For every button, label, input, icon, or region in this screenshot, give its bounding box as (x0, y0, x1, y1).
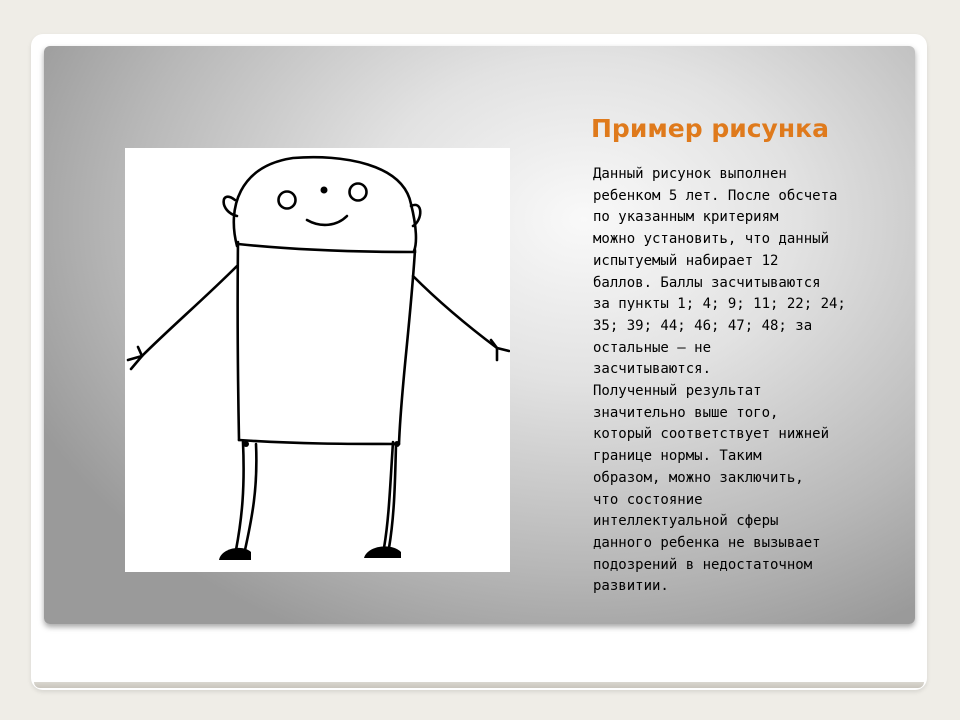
slide-body-text: Данный рисунок выполнен ребенком 5 лет. После обсчета по указанным критериям можно установить, что данный испытуемый набирает 12 баллов. Баллы засчитываются за пункты 1; 4; 9; 11; 22; 24; 35; 39; 44; 46; 47; 48; за остальные — не засчитываются. Полученный результат значительно выше того, который соответствует нижней границе нормы. Таким образом, можно заключить, что состояние интеллектуальной сферы данного ребенка не вызывает подозрений в недостаточном развитии. (593, 166, 846, 595)
slide-bottom-edge (34, 682, 924, 688)
slide-title: Пример рисунка (591, 114, 829, 143)
child-drawing-image (125, 148, 510, 572)
child-figure-drawing-icon (125, 148, 510, 572)
